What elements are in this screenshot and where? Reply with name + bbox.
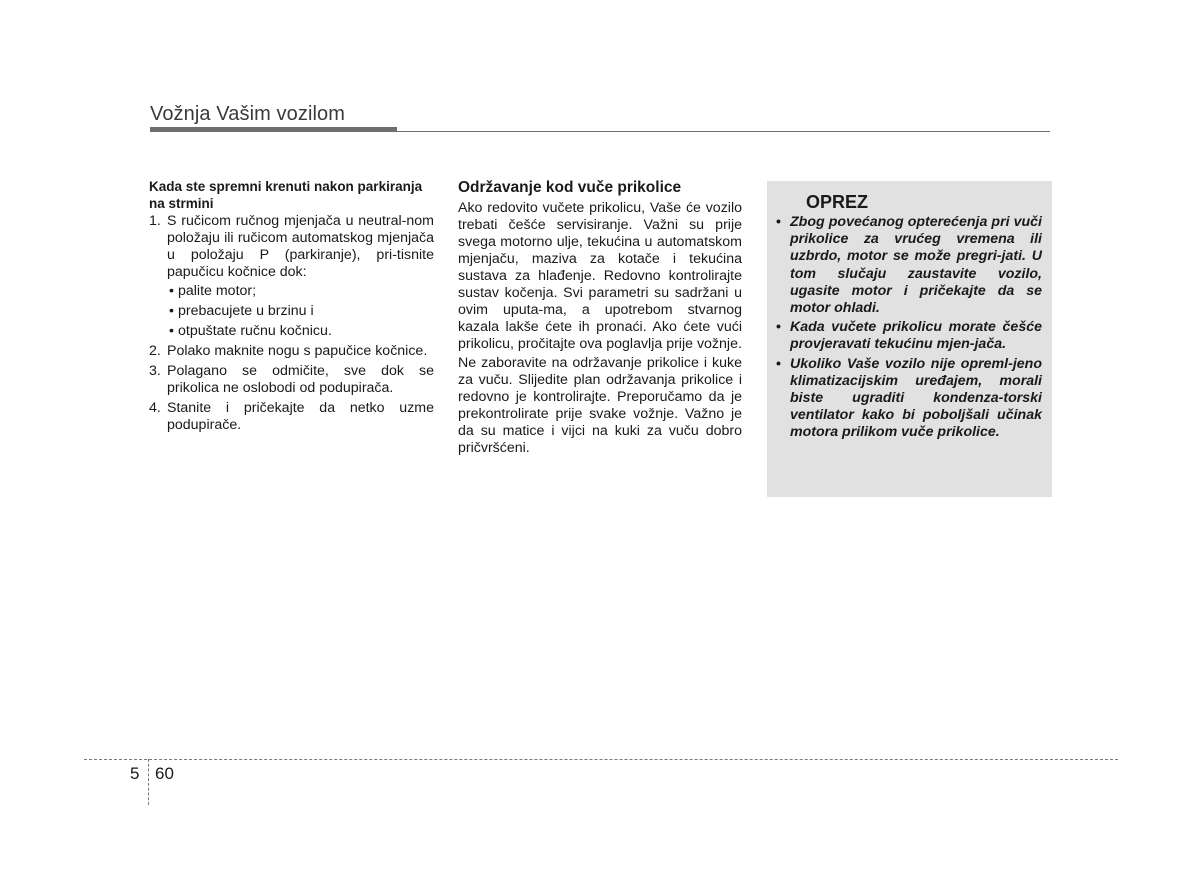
caution-text: Kada vučete prikolicu morate češće provjeravati tekućinu mjen-jača. [790, 319, 1042, 353]
bullet-item [167, 303, 434, 320]
step-bullets [167, 283, 434, 340]
column-trailer-maintenance [458, 178, 742, 459]
caution-text: Ukoliko Vaše vozilo nije opreml-jeno klimatizacijskim uređajem, morali biste ugraditi kondenza-torski ventilator kako bi poboljšali učinak motora prilikom vuče prikolice. [790, 355, 1042, 441]
caution-box [767, 181, 1052, 497]
step-text: Polako maknite nogu s papučice kočnice. [167, 343, 428, 359]
bullet-icon: • [776, 355, 781, 372]
footer-divider [84, 759, 1118, 760]
bullet-icon: • [776, 319, 781, 336]
footer-page-separator [148, 759, 149, 805]
bullet-text: palite motor; [178, 283, 257, 299]
step-text: Polagano se odmičite, sve dok se prikolica ne oslobodi od podupirača. [167, 363, 434, 396]
page-number: 60 [155, 764, 174, 783]
caution-item [774, 356, 1042, 442]
step-number: 3. [149, 363, 161, 379]
step-item [149, 400, 434, 434]
caution-text: Zbog povećanog opterećenja pri vuči prikolice za vrućeg vremena ili uzbrdo, motor se može pregri-jati. U tom slučaju zaustavite vozilo, ugasite motor i pričekajte da se motor ohladi. [790, 214, 1042, 317]
page-title: Vožnja Vašim vozilom [150, 103, 346, 125]
caution-list [774, 214, 1042, 444]
caution-item [774, 214, 1042, 317]
caution-item [774, 319, 1042, 353]
header-accent-bar [150, 127, 397, 132]
bullet-item [167, 283, 434, 300]
bullet-icon: • [169, 283, 174, 299]
bullet-text: prebacujete u brzinu i [178, 303, 314, 319]
step-number: 2. [149, 343, 161, 359]
maintenance-paragraph: Ne zaboravite na održavanje prikolice i kuke za vuču. Slijedite plan održavanja prikolice i redovno je kontrolirajte. Preporučamo da je prekontrolirate prije svake vožnje. Važno je da su matice i vijci na kuki za vuču dobro pričvršćeni. [458, 355, 742, 456]
step-item [149, 363, 434, 397]
bullet-icon: • [169, 303, 174, 319]
section-number: 5 [130, 764, 140, 783]
step-number: 1. [149, 213, 161, 229]
maintenance-heading: Održavanje kod vuče prikolice [458, 179, 682, 196]
step-number: 4. [149, 400, 161, 416]
maintenance-paragraph: Ako redovito vučete prikolicu, Vaše će vozilo trebati češće servisiranje. Važni su prije svega motorno ulje, tekućina u automatskom mjenjaču, maziva za kotače i tekućina sustava za hlađenje. Redovno kontrolirajte sustav kočenja. Svi parametri su sadržani u ovim uputa-ma, a upotrebom stvarnog kazala lakše ćete ih pronaći. Ako ćete vući prikolicu, pročitajte ova poglavlja prije vožnje. [458, 200, 742, 352]
step-text: S ručicom ručnog mjenjača u neutral-nom položaju ili ručicom automatskog mjenjača u položaju P (parkiranje), pri-tisnite papučicu kočnice dok: [167, 213, 434, 280]
step-item [149, 213, 434, 340]
hill-start-steps [149, 213, 434, 434]
caution-title: OPREZ [806, 192, 869, 212]
bullet-item [167, 323, 434, 340]
column-hill-start [149, 178, 434, 437]
step-item [149, 343, 434, 360]
bullet-text: otpuštate ručnu kočnicu. [178, 323, 332, 339]
hill-start-heading: Kada ste spremni krenuti nakon parkiranja na strmini [149, 179, 423, 211]
bullet-icon: • [776, 214, 781, 230]
step-text: Stanite i pričekajte da netko uzme podupirače. [167, 400, 434, 433]
header-divider [397, 131, 1050, 132]
bullet-icon: • [169, 323, 174, 339]
